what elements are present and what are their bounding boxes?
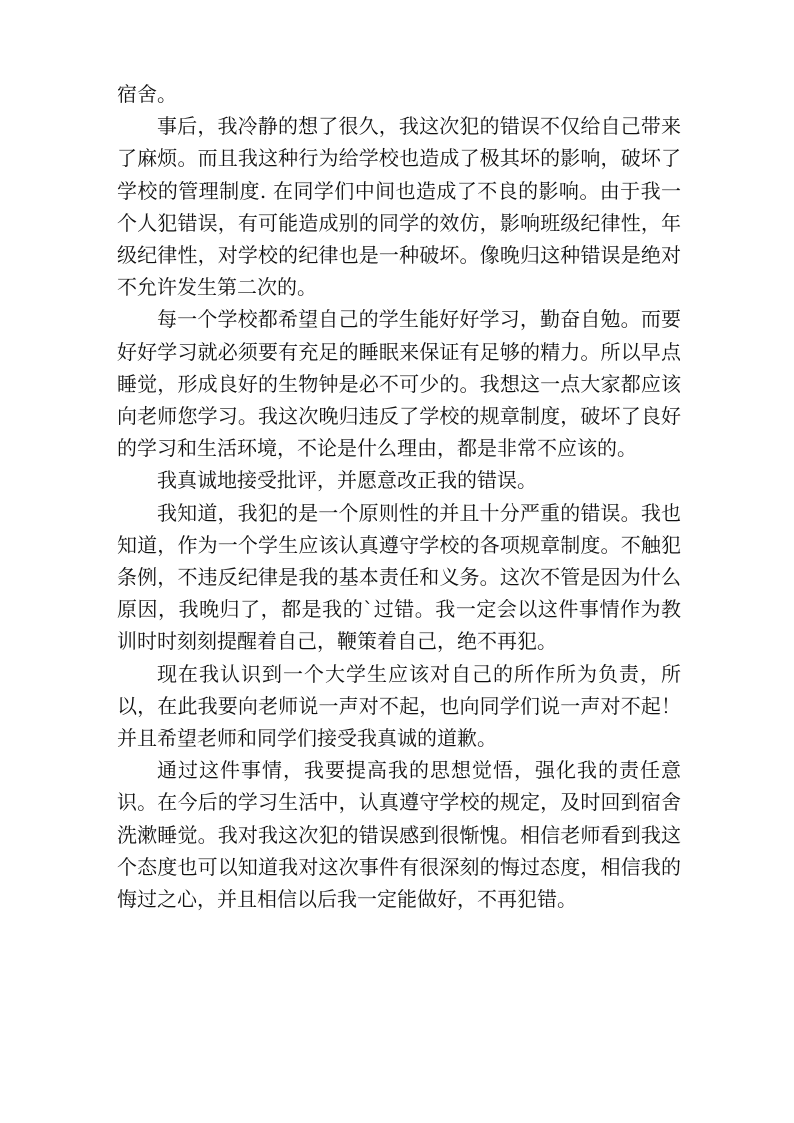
document-page: [117, 78, 681, 915]
paragraph-commitment: 通过这件事情，我要提高我的思想觉悟，强化我的责任意识。在今后的学习生活中，认真遵守学校的规定，及时回到宿舍洗漱睡觉。我对我这次犯的错误感到很惭愧。相信老师看到我这个态度也可以知道我对这次事件有很深刻的悔过态度，相信我的悔过之心，并且相信以后我一定能做好，不再犯错。: [117, 758, 681, 912]
paragraph-continuation: 宿舍。: [117, 82, 177, 106]
paragraph-reflection: 事后，我冷静的想了很久，我这次犯的错误不仅给自己带来了麻烦。而且我这种行为给学校也造成了极其坏的影响，破坏了学校的管理制度. 在同学们中间也造成了不良的影响。由于我一个人犯错误，有可能造成别的同学的效仿，影响班级纪律性，年级纪律性，对学校的纪律也是一种破坏。像晚归这种错误是绝对不允许发生第二次的。: [117, 114, 681, 300]
paragraph-acknowledge-error: 我知道，我犯的是一个原则性的并且十分严重的错误。我也知道，作为一个学生应该认真遵守学校的各项规章制度。不触犯条例，不违反纪律是我的基本责任和义务。这次不管是因为什么原因，我晚归了，都是我的`过错。我一定会以这件事情作为教训时时刻刻提醒着自己，鞭策着自己，绝不再犯。: [117, 500, 681, 654]
paragraph-apology: 现在我认识到一个大学生应该对自己的所作所为负责，所以，在此我要向老师说一声对不起，也向同学们说一声对不起！并且希望老师和同学们接受我真诚的道歉。: [117, 661, 681, 751]
paragraph-school-expectation: 每一个学校都希望自己的学生能好好学习，勤奋自勉。而要好好学习就必须要有充足的睡眠来保证有足够的精力。所以早点睡觉，形成良好的生物钟是必不可少的。我想这一点大家都应该向老师您学习。我这次晚归违反了学校的规章制度，破坏了良好的学习和生活环境，不论是什么理由，都是非常不应该的。: [117, 307, 681, 461]
paragraph-accept-criticism: 我真诚地接受批评，并愿意改正我的错误。: [157, 468, 537, 493]
